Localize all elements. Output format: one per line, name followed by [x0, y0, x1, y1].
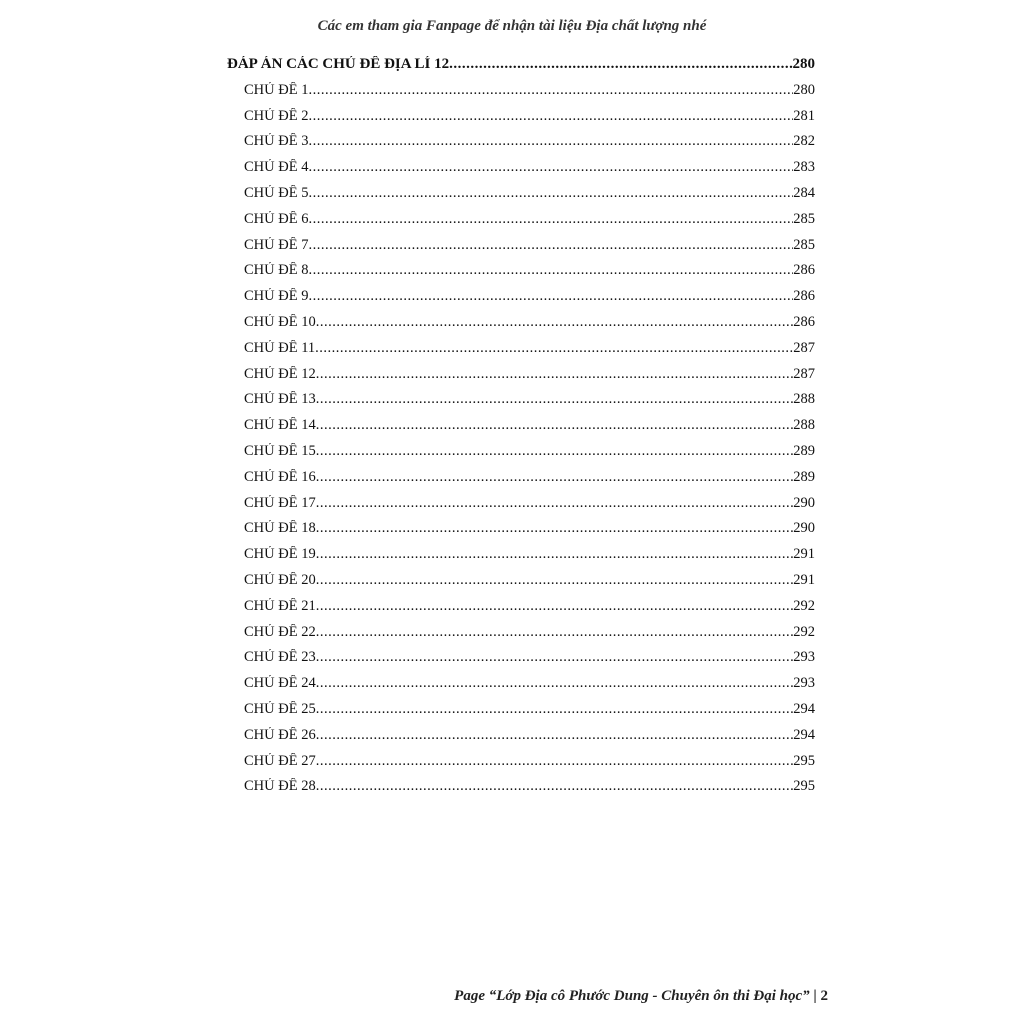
- toc-entry[interactable]: [227, 108, 815, 134]
- toc-dot-leader: [316, 649, 794, 666]
- toc-entry-label: CHỦ ĐỀ 6: [244, 210, 309, 227]
- toc-entry-page: 293: [793, 675, 815, 692]
- toc-entry-page: 285: [793, 210, 815, 227]
- toc-dot-leader: [316, 443, 794, 460]
- toc-entry[interactable]: [227, 675, 815, 701]
- toc-entry-page: 289: [793, 442, 815, 459]
- toc-dot-leader: [315, 340, 793, 357]
- toc-entry-page: 281: [793, 107, 815, 124]
- toc-entry[interactable]: [227, 701, 815, 727]
- toc-entry-label: CHỦ ĐỀ 15: [244, 442, 316, 459]
- toc-entry-page: 287: [793, 339, 815, 356]
- toc-entry-page: 288: [793, 417, 815, 434]
- toc-entry[interactable]: [227, 314, 815, 340]
- toc-entry-label: CHỦ ĐỀ 22: [244, 623, 316, 640]
- toc-entry-label: CHỦ ĐỀ 1: [244, 81, 309, 98]
- toc-entry-label: CHỦ ĐỀ 17: [244, 494, 316, 511]
- toc-entry-page: 292: [793, 623, 815, 640]
- toc-entry-label: CHỦ ĐỀ 7: [244, 236, 309, 253]
- toc-entry[interactable]: [227, 417, 815, 443]
- toc-dot-leader: [316, 417, 794, 434]
- toc-entry[interactable]: [227, 572, 815, 598]
- toc-entry-page: 291: [793, 546, 815, 563]
- toc-entry[interactable]: [227, 598, 815, 624]
- toc-entry-page: 283: [793, 159, 815, 176]
- toc-entry[interactable]: [227, 753, 815, 779]
- toc-entry[interactable]: [227, 727, 815, 753]
- toc-entry-page: 292: [793, 597, 815, 614]
- toc-entry-label: CHỦ ĐỀ 3: [244, 133, 309, 150]
- page-header: Các em tham gia Fanpage để nhận tài liệu Địa chất lượng nhé: [317, 18, 707, 34]
- toc-dot-leader: [449, 56, 792, 73]
- toc-entry-page: 290: [793, 494, 815, 511]
- toc-entry-label: CHỦ ĐỀ 10: [244, 313, 316, 330]
- toc-dot-leader: [316, 546, 794, 563]
- toc-entry-page: 288: [793, 391, 815, 408]
- toc-dot-leader: [308, 185, 793, 202]
- toc-entry-label: CHỦ ĐỀ 5: [244, 184, 309, 201]
- toc-entry[interactable]: [227, 82, 815, 108]
- toc-dot-leader: [316, 778, 794, 795]
- toc-entry-page: 289: [793, 468, 815, 485]
- toc-dot-leader: [316, 572, 794, 589]
- toc-entry-label: CHỦ ĐỀ 4: [244, 159, 309, 176]
- toc-dot-leader: [316, 314, 794, 331]
- toc-entry[interactable]: [227, 133, 815, 159]
- toc-entry[interactable]: [227, 288, 815, 314]
- toc-dot-leader: [316, 753, 794, 770]
- toc-entry-label: CHỦ ĐỀ 27: [244, 752, 316, 769]
- toc-main-entry[interactable]: [227, 56, 815, 82]
- toc-entry-page: 285: [793, 236, 815, 253]
- toc-entry[interactable]: [227, 391, 815, 417]
- toc-dot-leader: [316, 624, 794, 641]
- toc-entry-label: CHỦ ĐỀ 9: [244, 288, 309, 305]
- toc-entry-label: CHỦ ĐỀ 16: [244, 468, 316, 485]
- toc-dot-leader: [308, 288, 793, 305]
- toc-entry-label: CHỦ ĐỀ 25: [244, 700, 316, 717]
- footer-separator: |: [809, 988, 821, 1004]
- toc-dot-leader: [316, 701, 794, 718]
- toc-entry[interactable]: [227, 159, 815, 185]
- toc-dot-leader: [308, 237, 793, 254]
- toc-entry-page: 290: [793, 520, 815, 537]
- toc-dot-leader: [308, 108, 793, 125]
- toc-entry-label: CHỦ ĐỀ 24: [244, 675, 316, 692]
- toc-entry-page: 286: [793, 288, 815, 305]
- toc-dot-leader: [316, 598, 794, 615]
- toc-entry[interactable]: [227, 520, 815, 546]
- toc-entry[interactable]: [227, 495, 815, 521]
- toc-dot-leader: [308, 159, 793, 176]
- toc-entry-label: CHỦ ĐỀ 19: [244, 546, 316, 563]
- toc-entry-label: CHỦ ĐỀ 13: [244, 391, 316, 408]
- toc-entry-page: 284: [793, 184, 815, 201]
- toc-entry-label: CHỦ ĐỀ 8: [244, 262, 309, 279]
- toc-entry[interactable]: [227, 185, 815, 211]
- toc-entry-label: CHỦ ĐỀ 18: [244, 520, 316, 537]
- toc-entry-label: CHỦ ĐỀ 12: [244, 365, 316, 382]
- toc-entry-page: 295: [793, 778, 815, 795]
- toc-entry[interactable]: [227, 443, 815, 469]
- toc-entry-page: 286: [793, 262, 815, 279]
- toc-entry-page: 291: [793, 571, 815, 588]
- toc-entry[interactable]: [227, 340, 815, 366]
- toc-dot-leader: [316, 675, 794, 692]
- toc-entry-page: 282: [793, 133, 815, 150]
- toc-entry-label: CHỦ ĐỀ 26: [244, 726, 316, 743]
- toc-entry-page: 280: [793, 81, 815, 98]
- toc-entry[interactable]: [227, 649, 815, 675]
- footer-page-number: 2: [820, 988, 828, 1004]
- toc-entry[interactable]: [227, 237, 815, 263]
- page-footer: [454, 988, 828, 1005]
- toc-entry[interactable]: [227, 469, 815, 495]
- footer-text: Page “Lớp Địa cô Phước Dung - Chuyên ôn thi Đại học”: [454, 988, 810, 1004]
- toc-entry[interactable]: [227, 262, 815, 288]
- toc-entry[interactable]: [227, 624, 815, 650]
- toc-dot-leader: [316, 520, 794, 537]
- toc-dot-leader: [316, 727, 794, 744]
- toc-entry[interactable]: [227, 211, 815, 237]
- toc-dot-leader: [308, 133, 793, 150]
- toc-entry-page: 286: [793, 313, 815, 330]
- toc-dot-leader: [308, 262, 793, 279]
- toc-entry-label: CHỦ ĐỀ 28: [244, 778, 316, 795]
- toc-entry-label: CHỦ ĐỀ 20: [244, 571, 316, 588]
- toc-entry-page: 294: [793, 700, 815, 717]
- toc-entry-page: 295: [793, 752, 815, 769]
- toc-entry[interactable]: [227, 546, 815, 572]
- table-of-contents: [227, 56, 815, 804]
- toc-entry-page: 293: [793, 649, 815, 666]
- toc-dot-leader: [308, 211, 793, 228]
- toc-dot-leader: [308, 82, 793, 99]
- toc-entry-label: CHỦ ĐỀ 11: [244, 339, 316, 356]
- toc-entry-page: 294: [793, 726, 815, 743]
- toc-main-label: ĐÁP ÁN CÁC CHỦ ĐỀ ĐỊA LÍ 12: [227, 56, 450, 72]
- toc-dot-leader: [316, 469, 794, 486]
- toc-entry-label: CHỦ ĐỀ 23: [244, 649, 316, 666]
- toc-items: [227, 82, 815, 804]
- toc-main-page: 280: [792, 56, 815, 72]
- toc-entry[interactable]: [227, 778, 815, 804]
- toc-entry-label: CHỦ ĐỀ 14: [244, 417, 316, 434]
- toc-entry-label: CHỦ ĐỀ 21: [244, 597, 316, 614]
- toc-entry-label: CHỦ ĐỀ 2: [244, 107, 309, 124]
- toc-dot-leader: [316, 391, 794, 408]
- toc-entry-page: 287: [793, 365, 815, 382]
- toc-dot-leader: [316, 495, 794, 512]
- toc-entry[interactable]: [227, 366, 815, 392]
- toc-dot-leader: [316, 366, 794, 383]
